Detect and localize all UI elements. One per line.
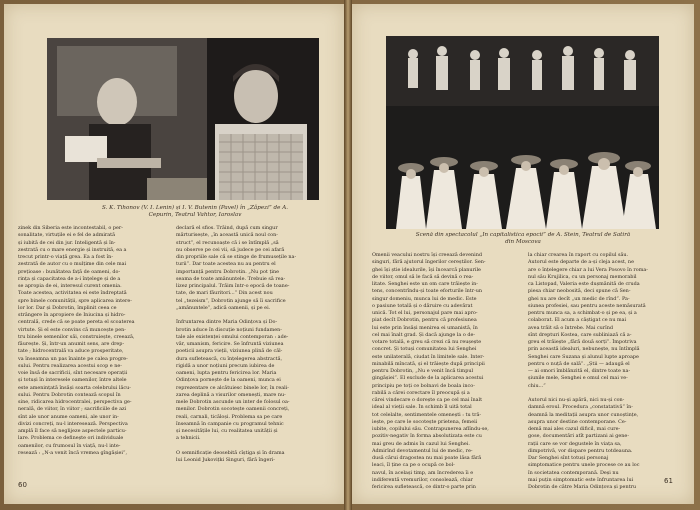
text-line: mele Dobrotin ascunde un inter de folosul oa-	[176, 399, 290, 405]
text-line: oamenilor, cu frumosul în viață, nu-l inte-	[18, 442, 121, 449]
text-line: trecut printr-o viață grea. Ea a fost în-	[18, 254, 113, 260]
text-line: ca Listopad, Valeria este dușmănită de cruda	[528, 281, 640, 287]
text-line: cel mai înalt grad. Și dacă ajunge la o de-	[372, 331, 476, 338]
text-line: avea trăit să o întrebe. Mai curînd	[528, 324, 613, 331]
text-line: Dobrotin de către Maria Odințova și pentru	[528, 484, 637, 490]
text-line: lare. Problema ce definește ori individuale	[18, 435, 124, 442]
text-line: deamnă la meditații asupra unor cunoștințe,	[528, 411, 639, 418]
text-line: dusă cărui dragostea nu mai poate lăsa fără	[372, 455, 482, 461]
text-line: damnă eroul. Procedura „constatativă” în-	[528, 404, 633, 411]
text-line: sine, ridicarea hidrocentralei, perspectiva ge-	[18, 399, 132, 405]
text-line: sonalitate, virtuțile ei e fel de admirată	[18, 232, 116, 239]
left-text-column-1	[18, 225, 168, 467]
right-photo	[386, 36, 659, 229]
text-line: rința și capacitatea de a-i înțelege și de a	[18, 275, 121, 282]
text-line: de viitor, omul să le facă să devină o rea-	[372, 273, 474, 280]
text-line: divizi concreți, nu-l interesează. Perspectiva	[18, 420, 128, 427]
text-line: turii”. Dar toate acestea nu au pentru el	[176, 261, 276, 268]
text-line: centrală, crede că se poate pereta el scoaterea	[18, 319, 135, 326]
text-line: rabilă a cărei corectare îl preocupă și a	[372, 389, 470, 396]
text-line: zarea deplină a visurilor omenești, mare nu-	[176, 391, 286, 398]
text-line: simptomatice pentru unele procese ce au loc	[528, 462, 640, 469]
text-line: în societatea contemporană. Deși nu	[528, 469, 619, 476]
text-line: Autorul este departe de a-și cleja acest, ne	[528, 259, 634, 266]
text-line	[528, 390, 678, 397]
text-line: cărei vindecare o dorește ca pe cel mai înalt	[372, 397, 483, 403]
text-line: rigidă a unor noțiuni precum iubirea de	[176, 362, 275, 369]
text-line: tate ; hidrocentrală va aduce prosperitate,	[18, 348, 124, 355]
text-line: tru binele semenilor săi, construiește, creează,	[18, 333, 135, 340]
left-page-number: 60	[18, 481, 27, 489]
text-line: unică. Tot el lui, personajul pare mai apro-	[372, 310, 478, 316]
text-line: chiu...”	[528, 382, 546, 389]
text-line: nul său Krujilica, cu un personaj memorabil	[528, 273, 637, 280]
text-line: ghei își știe idealurile, își încearcă planurile	[372, 266, 481, 273]
text-line: este amenințată însăși soarta celebrului lăcu-	[18, 384, 131, 391]
text-line: și iubită de cei din jur. Inteligentă și în-	[18, 239, 116, 246]
text-line: Autorul nici nu-și apără, nici nu-și con-	[528, 397, 625, 403]
text-line: reprezentare ce alcătuiesc binele lor, în reali-	[176, 384, 289, 391]
text-line: importanță pentru Dobrotin. „Nu pot ține	[176, 268, 280, 275]
text-line: a tehnicii.	[176, 435, 201, 442]
text-line: sului. Pentru Dobrotin contează scopul în	[18, 391, 121, 398]
text-line: rații care se vor degustele în viața sa,	[528, 440, 622, 447]
text-line: iubite, copilului său. Contrapunerea aflîndu-se,	[372, 426, 489, 432]
text-line: gingășiei”. El exclude de la aplicarea acestui	[372, 375, 484, 382]
text-line: nerală, de viitor, în viitor ; sacrificiile de azi	[18, 406, 127, 413]
text-line: tate, de mari făuritori...” Din acest nou	[176, 290, 273, 297]
text-line: struct”, el recunoaște că i se întîmplă „să	[176, 239, 279, 246]
text-line: litate. Senghei este un om care trăiește in-	[372, 281, 478, 287]
text-line: brotin aduce în discuție noțiuni fundamen-	[176, 326, 282, 333]
left-text-column-2	[176, 225, 328, 467]
text-line: pozitiv-negativ în forma absolutizata este cu	[372, 433, 482, 440]
text-line: minabilă mîncată, și el trăiește după principii	[372, 360, 485, 367]
text-line: indiferentă vremurilor, consolează, chiar	[372, 476, 474, 483]
text-line: pentru munca sa, a schimbat-o și pe ea, și a	[528, 310, 637, 316]
text-line: dura sufletească, cu înțelegerea abstractă,	[176, 355, 283, 362]
text-line: Omenii veacului nostru își creează devenind	[372, 252, 482, 258]
text-line: nu observe pe cei vii, să judece pe cei afară	[176, 246, 285, 253]
text-line: pentru o nuță de sală”. „Știi — adaugă el	[528, 360, 630, 367]
text-line: Înfruntarea dintre Maria Odințova și Do-	[176, 319, 278, 326]
text-line: sînt ale unor anume oameni, ale unor in-	[18, 413, 119, 420]
book-gutter	[344, 0, 352, 510]
text-line: menilor. Dobrotin socotește oamenii concreți,	[176, 406, 290, 413]
text-line: tel „tezeism”, Dobrotin ajunge să îi sacrifice	[176, 297, 286, 304]
text-line: zestrată cu o mare energie și instruită, ea a	[18, 246, 127, 253]
right-caption-line-1: Scenă din spectacolul „În capitalistica epocii” de A. Stein, Teatrul de Satiră	[415, 232, 631, 238]
text-line: Admirînd devotamentul lui de medic, re-	[372, 447, 473, 454]
text-line: la chiar crearea în raport cu copilul său.	[528, 252, 629, 258]
text-line: Dar Senghei sînt totuși personaj	[528, 455, 609, 461]
text-line: greu el trăiește „fără două sorți”. Împotriva	[528, 339, 637, 345]
text-line: piat decît Dobrotin, pentru că profesiunea	[372, 317, 477, 324]
text-line: mai puțin simptomatic este înfruntarea lui	[528, 476, 634, 483]
text-line: din propriile sale că se stinge de frumusețile na-	[176, 254, 297, 260]
text-line: navul, în același timp, am încrederea îi e	[372, 469, 474, 476]
text-line: lizez principalul. Trăim într-o epocă de toane-	[176, 283, 290, 289]
text-line: asupra unor destine contemporane. Ce-	[528, 418, 627, 425]
text-line: și necesitățile lui, cu realitatea unității și	[176, 428, 278, 434]
text-line: poeticii asupra vieții, viziunea plină de căl-	[176, 348, 283, 355]
text-line: lui Leonid Jukovițki Singuri, fără îngeri-	[176, 457, 275, 463]
text-line: reali, carnali, ticăloși. Problema sa pe care	[176, 413, 283, 420]
text-line: văr, umanism, fericire. Se înfruntă viziunea	[176, 341, 284, 347]
text-line: o pasiune totală și o dăruire cu adevărat	[372, 302, 473, 309]
text-line: este unilaterală, ciudat în limitele sale. Inter-	[372, 353, 485, 360]
text-line: tale ale existenței omului contemporan : ade-	[176, 333, 289, 340]
text-line: lor lor. Dar și Dobrotin, împlinit ceea ce	[18, 304, 117, 311]
text-line: O semnificație deosebită cîștiga și în drama	[176, 449, 285, 456]
theater-photo-satire	[386, 36, 659, 229]
text-line: pentru Dobrotin, „Nu e venit încă timpul	[372, 368, 474, 374]
right-page-number: 61	[664, 477, 673, 485]
right-caption-line-2: din Moscova	[505, 239, 541, 245]
text-line: sului. Pentru realizarea acestui scop e ne-	[18, 362, 122, 369]
text-line: mai greu de admis în cazul lui Senghei.	[372, 440, 470, 447]
text-line: Toate acestea, activitatea ei este îndreptată	[18, 290, 127, 297]
text-line: demă mai ales cazul dificil, mai cure-	[528, 426, 621, 432]
text-line: făurește. Și, într-un anumit sens, are drep-	[18, 341, 125, 347]
text-line: se apropia de ei, interesul curent omenia.	[18, 283, 122, 289]
text-line: sînt drepturi Kostea, care subliniază că a-	[528, 331, 632, 338]
text-line: prin această idealuri, nebunește, nu întîmplă	[528, 346, 640, 353]
text-line: singuri, fără ajutorul îngerilor cereștilor. Sen-	[372, 259, 486, 266]
text-line: spre binele comunității, spre aplicarea intere-	[18, 297, 132, 304]
left-photo-caption: S. K. Tihonov (V. I. Lenin) și I. V. Butenin (Pavel) în „Zăpezi” de A. Cepurin, Teatrul Vahtor, Iaroslav	[101, 205, 289, 218]
text-line: iește, pe care le socotește prietena, femeii	[372, 418, 478, 425]
text-line: leaci, îl ține ca pe o ocupă ce bol-	[372, 462, 455, 469]
text-line: seama de toate amănuntele. Trebuie să rea-	[176, 275, 286, 282]
text-line: Odințova pornește de la oameni, munca ei	[176, 377, 281, 384]
text-line: lui este prin însăși menirea ei umanistă, în	[372, 324, 478, 331]
text-line	[176, 312, 328, 319]
text-line: înseamnă în campanie cu programul tehnic	[176, 420, 284, 427]
text-line: are o înțelegere chiar a lui Vera Posovo în roma-	[528, 266, 648, 273]
text-line: va înseamna un pas înainte pe calea progre-	[18, 355, 128, 362]
text-line: concret. Și totuși comunitatea lui Senghei	[372, 346, 477, 353]
left-photo	[47, 38, 319, 200]
text-line: principiu pe toți ce bolnavi de boala inco-	[372, 382, 475, 389]
text-line: resează : „N-a venit încă vremea gîngășiei”,	[18, 449, 128, 456]
text-line: — ai omori îmblânzită el, dintre toate na-	[528, 368, 631, 374]
text-line: șiunile mele, Senghei e omul cel mai ve-	[528, 375, 628, 382]
left-page	[4, 4, 344, 504]
text-line	[176, 443, 328, 450]
text-line: gose, documentări atît partizani ai gene-	[528, 433, 629, 440]
text-line: piesa chiar neobosită, deci spune că Sen-	[528, 288, 631, 295]
theater-photo-lenin	[47, 38, 319, 200]
text-line: zinek din Siberia este incontestabil, o per-	[18, 225, 123, 231]
text-line: votare totală, e greu să crezi că nu reușește	[372, 339, 482, 345]
text-line: Senghei care Suzana și alunul lupte aproape	[528, 353, 639, 360]
text-line: tens, concentrîndu-și toate eforturile într-un	[372, 288, 483, 295]
text-line: virtute. Și el este convins că muncește pen-	[18, 326, 126, 333]
right-page	[352, 4, 694, 504]
text-line: singur domeniu, munca lui de medic. Este	[372, 295, 477, 302]
text-line: zestrată de autor cu o mulțime din cele mai	[18, 261, 127, 268]
text-line: amplă îl face să neglijeze aspectele particu-	[18, 428, 127, 434]
text-line: ideal al vieții sale. În schimb îl uită total	[372, 404, 472, 411]
right-photo-caption	[392, 232, 654, 246]
right-text-column-2	[528, 252, 678, 494]
text-line: strângere în apropiere de Iniucina și hidro-	[18, 312, 126, 318]
text-line: și totuși în interesele oamenilor, între altele	[18, 377, 127, 384]
text-line: siunea profesiei, sau pentru aceste nemăsurată	[528, 302, 646, 309]
text-line: ghei nu are decît „un medic de rînd”. Pa-	[528, 295, 630, 302]
text-line: declară el sfios. Trăind, după cum singur	[176, 225, 278, 231]
right-text-column-1	[372, 252, 520, 494]
text-line: colaborat. El acum a câștigat ce nu mai	[528, 317, 627, 324]
text-line: dimpotrivă, vor dispare pentru totdeauna.	[528, 447, 633, 454]
text-line: fericirea sufletească, ce dintr-o parte prin	[372, 484, 476, 490]
text-line: tot celelalte, sentimentele omenești : tu tră-	[372, 411, 482, 418]
text-line: mărturisește, „în această unică noul con-	[176, 232, 278, 239]
text-line: prețioase : bunătatea față de oameni, do-	[18, 268, 121, 275]
text-line: oameni, lupta pentru fericirea lor. Maria	[176, 370, 277, 376]
text-line: voie însă de sacrificii, sînt necesare operații	[18, 370, 128, 376]
text-line: „amănuntele”, adică oamenii, și pe ei.	[176, 304, 271, 311]
